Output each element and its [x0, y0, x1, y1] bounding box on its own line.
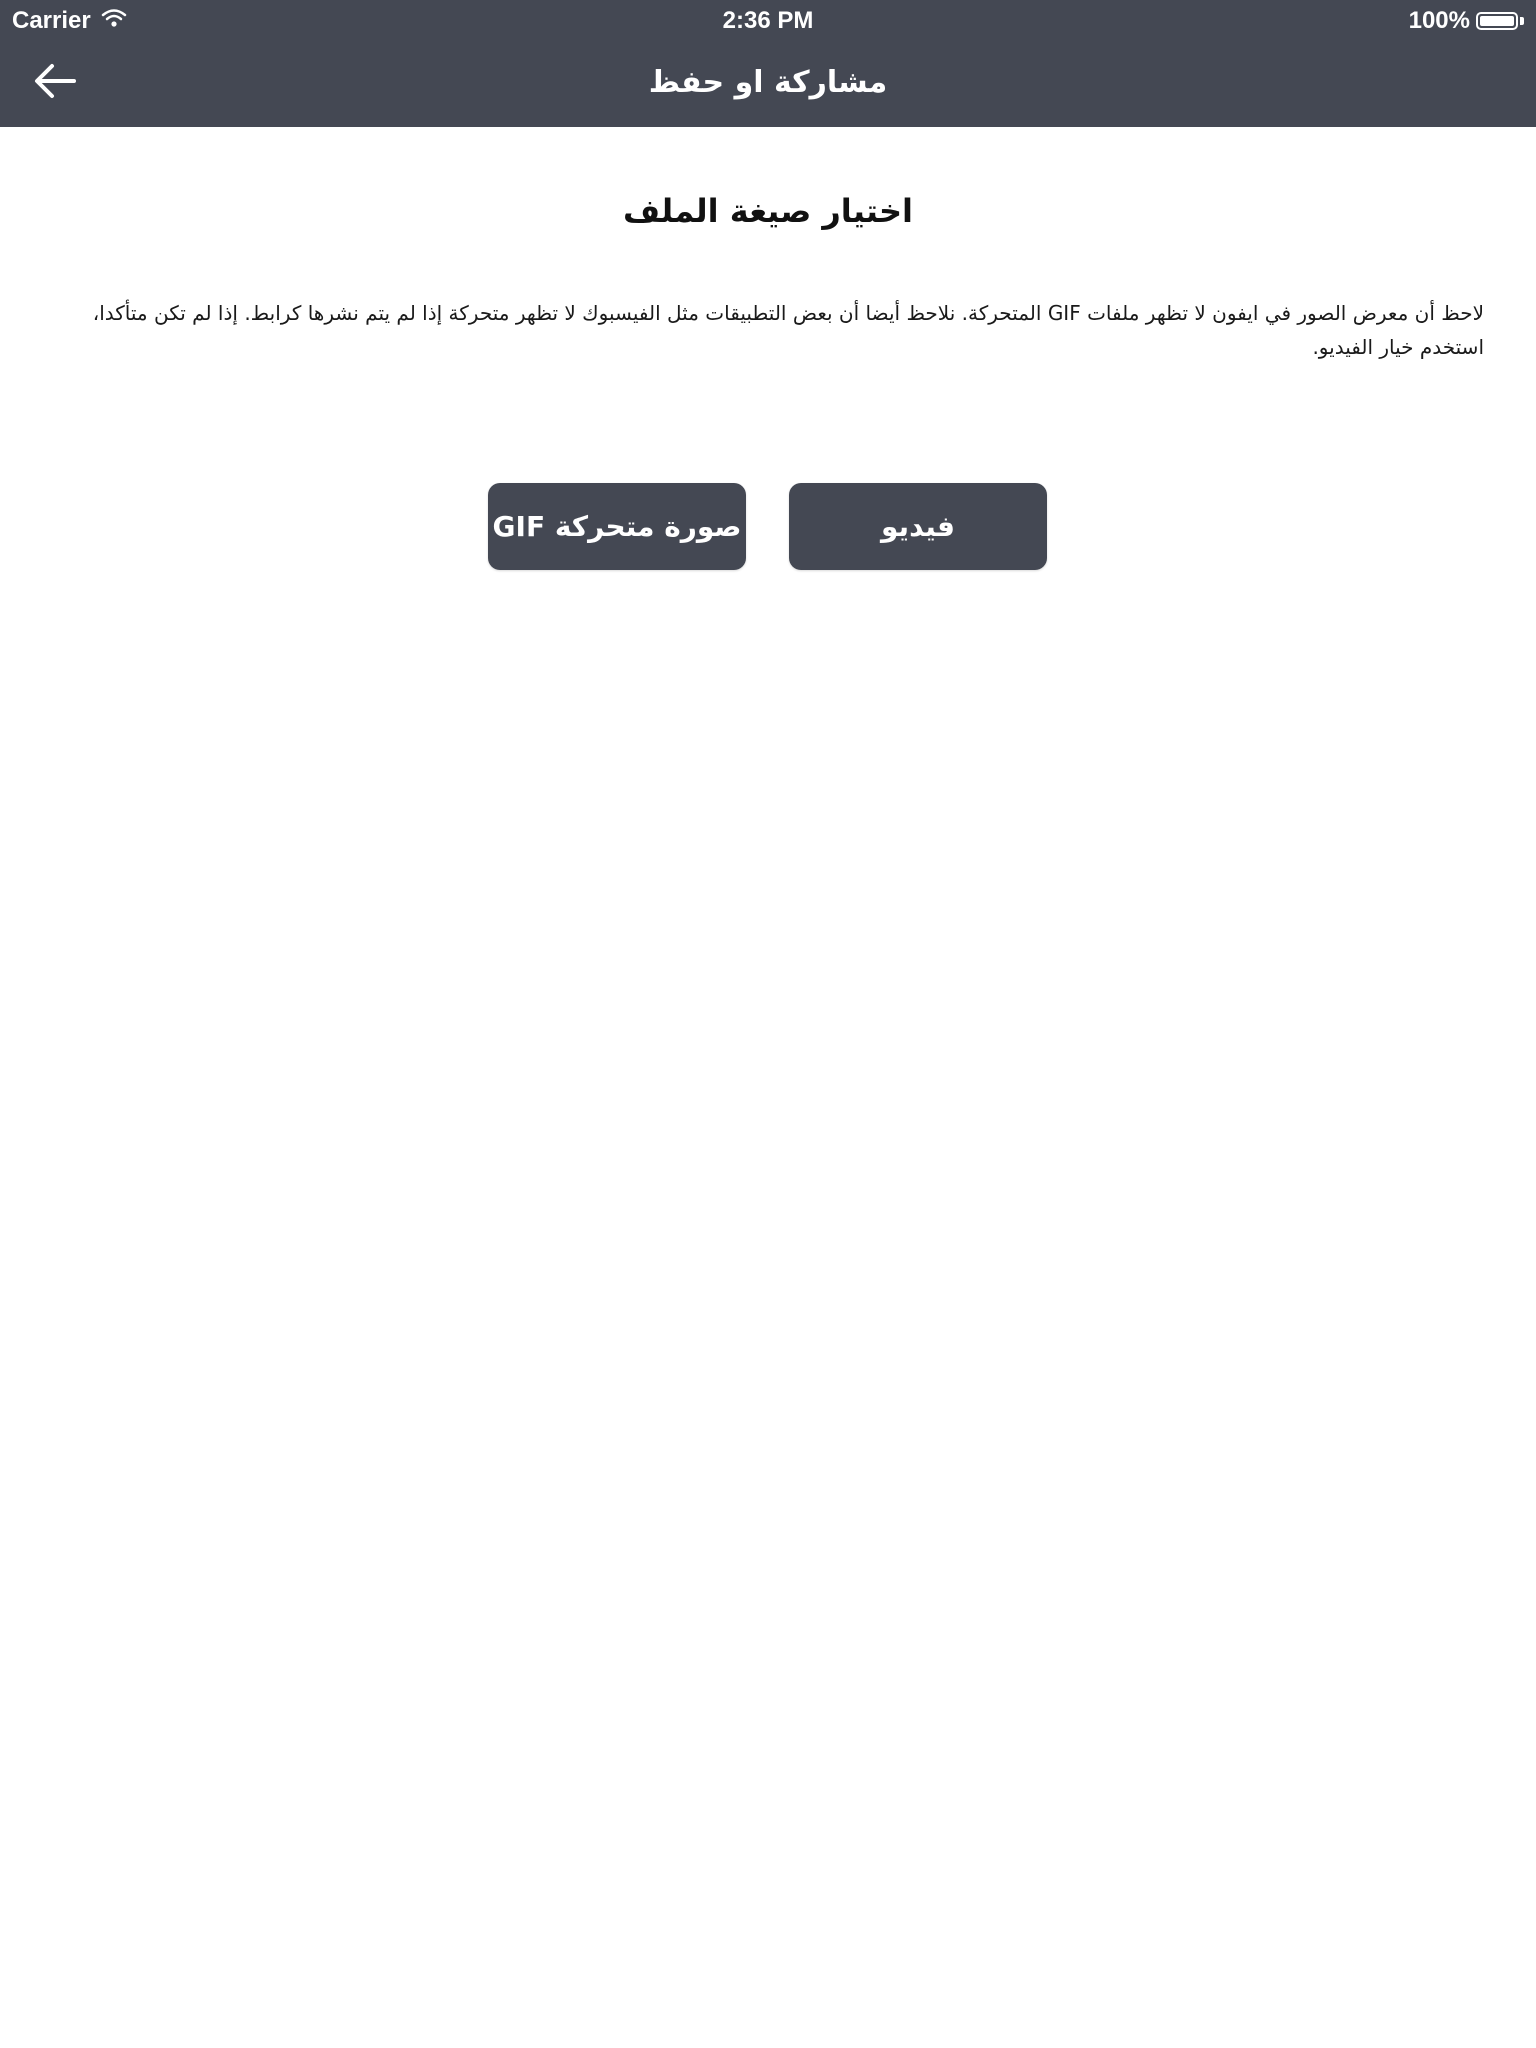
battery-percent: 100%	[1408, 7, 1470, 34]
status-battery	[1409, 6, 1524, 36]
top-bar	[0, 0, 1536, 127]
format-notice: لاحظ أن معرض الصور في ايفون لا تظهر ملفات GIF المتحركة. نلاحظ أيضا أن بعض التطبيقات مثل الفيسبوك لا تظهر متحركة إذا لم يتم نشرها كرابط. إذا لم تكن متأكدا، استخدم خيار الفيديو.	[92, 301, 1484, 359]
battery-tip	[1520, 17, 1524, 25]
gif-button-label: صورة متحركة GIF	[492, 510, 742, 543]
nav-title: مشاركة او حفظ	[648, 65, 888, 100]
video-button[interactable]	[789, 483, 1047, 570]
page-title: اختيار صيغة الملف	[623, 192, 913, 230]
battery-icon	[1476, 12, 1518, 30]
status-time: 2:36 PM	[722, 7, 814, 34]
gif-button[interactable]	[488, 483, 746, 570]
video-button-label: فيديو	[881, 510, 956, 543]
carrier-label: Carrier	[12, 7, 91, 34]
